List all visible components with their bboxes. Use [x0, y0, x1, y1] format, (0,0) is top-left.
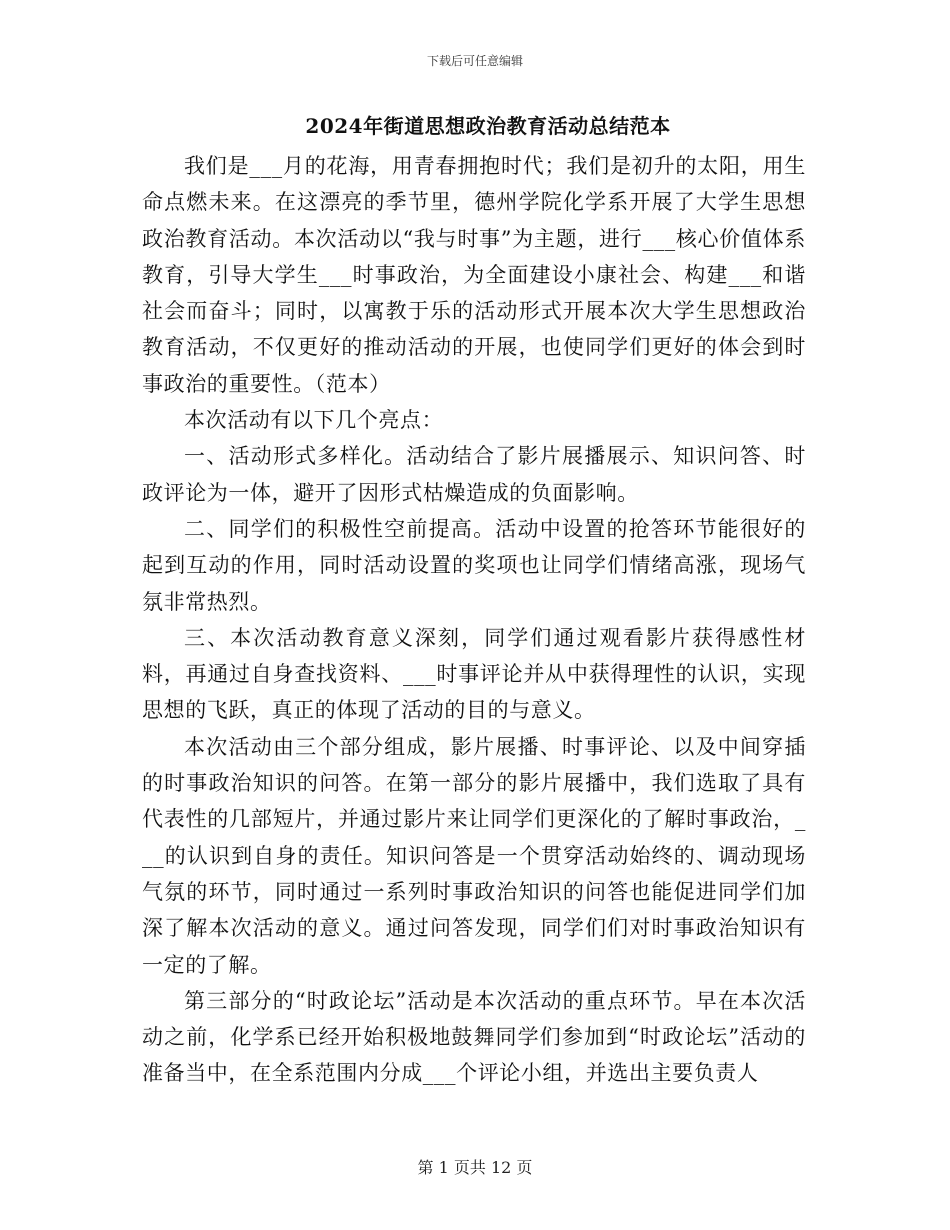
document-body	[142, 108, 806, 1092]
page-header-note: 下载后可任意编辑	[426, 54, 523, 68]
paragraph-activity-parts: 本次活动由三个部分组成，影片展播、时事评论、以及中间穿插的时事政治知识的问答。在第一部分的影片展播中，我们选取了具有代表性的几部短片，并通过影片来让同学们更深化的了解时事政治，___的认识到自身的责任。知识问答是一个贯穿活动始终的、调动现场气氛的环节，同时通过一系列时事政治知识的问答也能促进同学们加深了解本次活动的意义。通过问答发现，同学们们对时事政治知识有一定的了解。	[142, 734, 806, 977]
page-number-footer: 第 1 页共 12 页	[417, 1158, 533, 1177]
document-title: 2024年街道思想政治教育活动总结范本	[305, 114, 671, 138]
paragraph-highlights-intro: 本次活动有以下几个亮点：	[184, 408, 444, 433]
paragraph-intro: 我们是___月的花海，用青春拥抱时代；我们是初升的太阳，用生命点燃未来。在这漂亮的季节里，德州学院化学系开展了大学生思想政治教育活动。本次活动以“我与时事”为主题，进行___核心价值体系教育，引导大学生___时事政治，为全面建设小康社会、构建___和谐社会而奋斗；同时，以寓教于乐的活动形式开展本次大学生思想政治教育活动，不仅更好的推动活动的开展，也使同学们更好的体会到时事政治的重要性。（范本）	[142, 154, 806, 396]
paragraph-highlight-2: 二、同学们的积极性空前提高。活动中设置的抢答环节能很好的起到互动的作用，同时活动设置的奖项也让同学们情绪高涨，现场气氛非常热烈。	[142, 516, 806, 614]
paragraph-forum: 第三部分的“时政论坛”活动是本次活动的重点环节。早在本次活动之前，化学系已经开始积极地鼓舞同学们参加到“时政论坛”活动的准备当中，在全系范围内分成___个评论小组，并选出主要负责人	[142, 988, 806, 1086]
paragraph-highlight-3: 三、本次活动教育意义深刻，同学们通过观看影片获得感性材料，再通过自身查找资料、___时事评论并从中获得理性的认识，实现思想的飞跃，真正的体现了活动的目的与意义。	[142, 625, 806, 723]
paragraph-highlight-1: 一、活动形式多样化。活动结合了影片展播展示、知识问答、时政评论为一体，避开了因形式枯燥造成的负面影响。	[142, 444, 806, 505]
